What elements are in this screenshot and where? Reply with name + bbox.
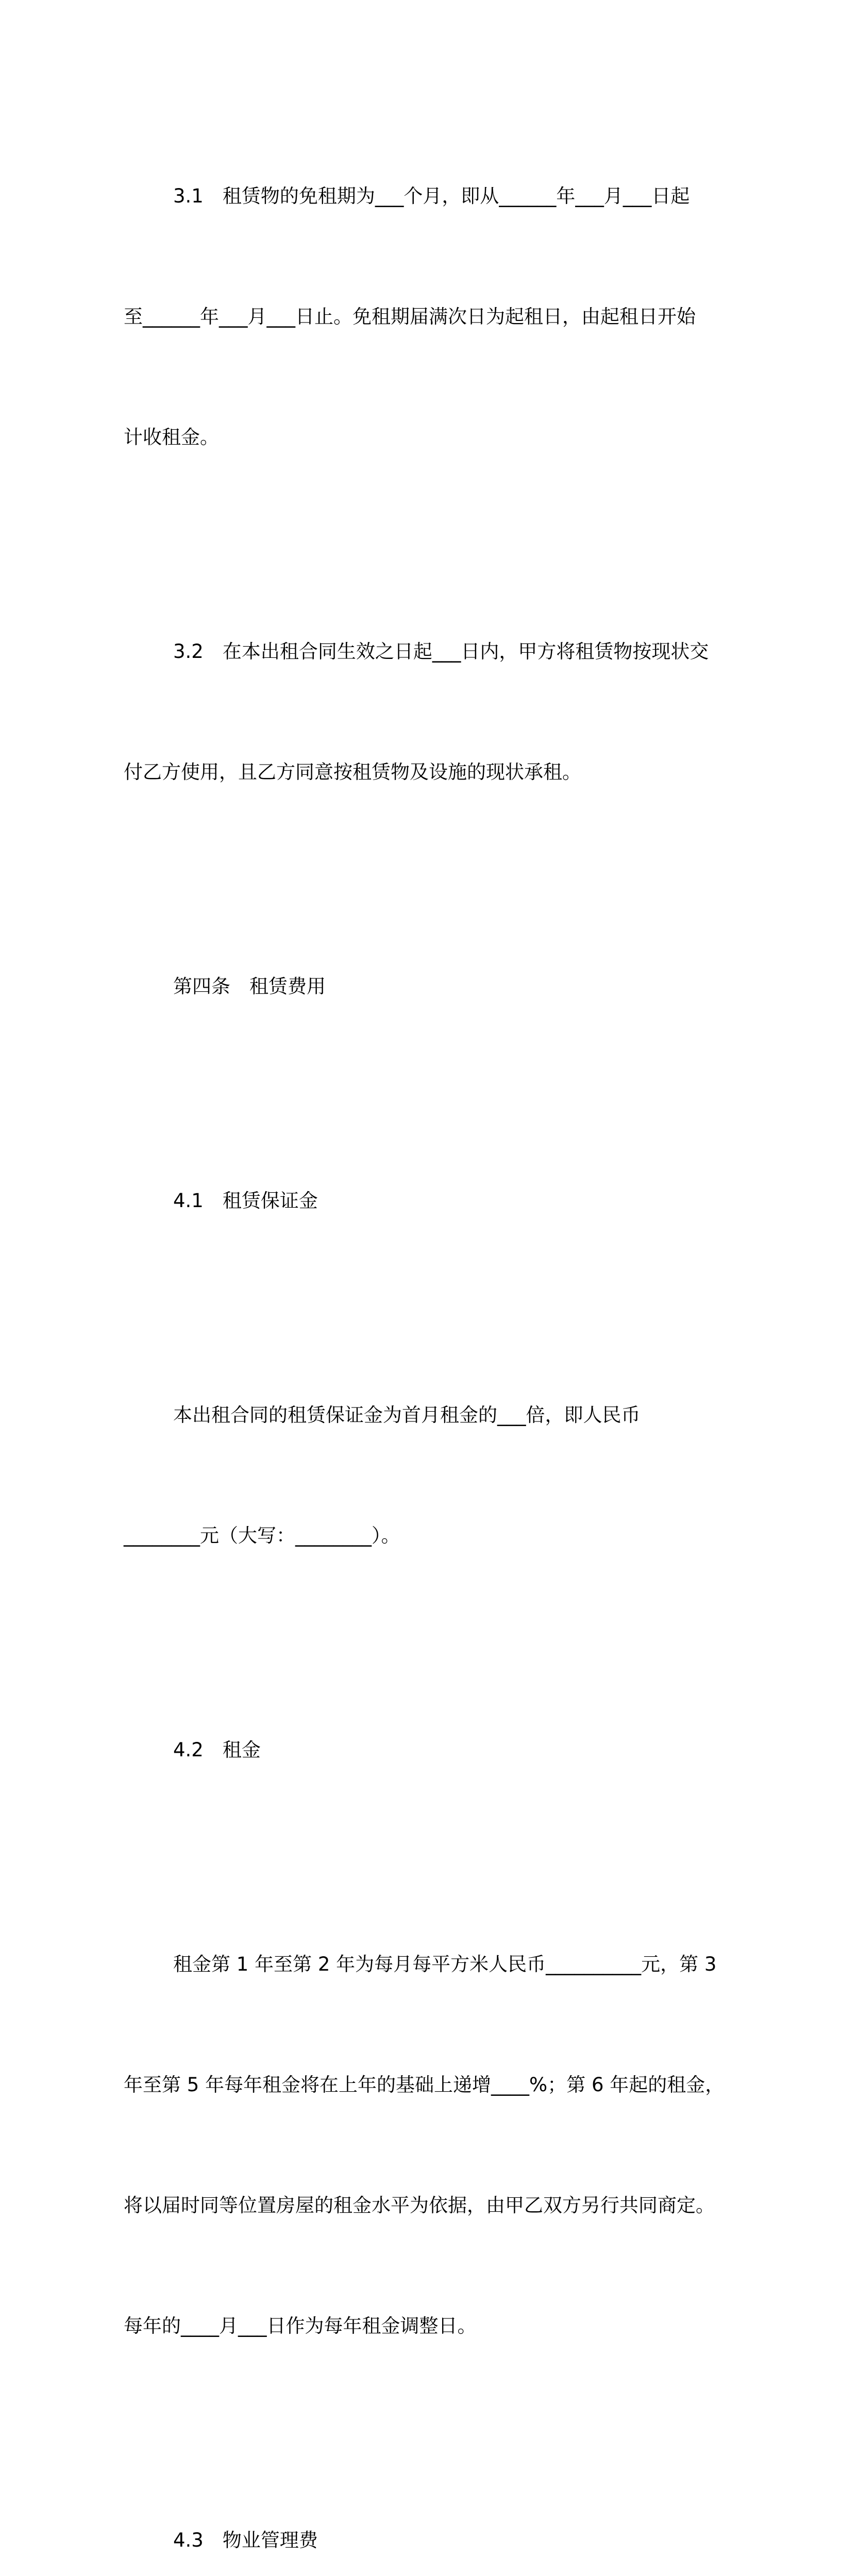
clause-3-2-line-2: 付乙方使用，且乙方同意按租赁物及设施的现状承租。 [124,761,581,783]
clause-4-1-heading-text: 4.1 租赁保证金 [173,1190,318,1212]
clause-3-1-line-3: 计收租金。 [124,426,219,448]
document-body [124,96,725,2576]
clause-4-1-body-line-2: ________元（大写：________）。 [124,1524,400,1547]
clause-4-2-body-line-1: 租金第 1 年至第 2 年为每月每平方米人民币__________元，第 3 [173,1953,717,1975]
clause-4-2-heading-text: 4.2 租金 [173,1739,261,1761]
clause-4-2-heading [124,1650,716,1851]
clause-4-2-body-line-3: 将以届时同等位置房屋的租金水平为依据，由甲乙双方另行共同商定。 [124,2194,715,2216]
clause-3-1 [124,96,716,538]
clause-4-2-body-line-4: 每年的____月___日作为每年租金调整日。 [124,2315,477,2337]
clause-4-3-heading [124,2440,716,2576]
clause-4-3-heading-text: 4.3 物业管理费 [173,2529,318,2551]
clause-3-1-line-2: 至______年___月___日止。免租期届满次日为起租日，由起租日开始 [124,306,696,328]
clause-3-2-line-1: 3.2 在本出租合同生效之日起___日内，甲方将租赁物按现状交 [173,640,709,663]
article-4-heading-text: 第四条 租赁费用 [173,975,326,997]
clause-4-1-body-line-1: 本出租合同的租赁保证金为首月租金的___倍，即人民币 [173,1404,641,1426]
clause-3-2 [124,551,716,873]
clause-4-2-body [124,1864,725,2427]
clause-4-1-body [124,1315,716,1636]
article-4-heading [124,886,716,1087]
clause-3-1-line-1: 3.1 租赁物的免租期为___个月，即从______年___月___日起 [173,185,690,207]
clause-4-1-heading [124,1100,716,1301]
clause-4-2-body-line-2: 年至第 5 年每年租金将在上年的基础上递增____%；第 6 年起的租金， [124,2074,725,2096]
